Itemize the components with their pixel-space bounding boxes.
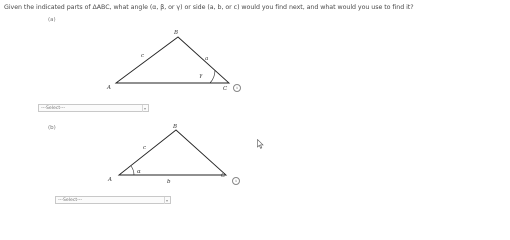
info-icon[interactable]: i	[232, 177, 240, 185]
side-b-label: b	[167, 179, 171, 185]
vertex-a-label: A	[107, 85, 111, 91]
part-a-label: (a)	[48, 17, 56, 23]
angle-gamma-label: γ	[199, 73, 203, 79]
vertex-b-label: B	[173, 124, 178, 130]
triangle-b-diagram	[103, 123, 233, 185]
part-a-select-value: ---Select---	[41, 106, 66, 111]
part-b-select[interactable]	[55, 196, 171, 204]
question-text: Given the indicated parts of ΔABC, what angle (α, β, or γ) or side (a, b, or c) would you find next, and what would you use to find it?	[4, 4, 414, 11]
caret-down-icon: ▾	[165, 198, 168, 203]
vertex-b-label: B	[174, 30, 179, 36]
triangle-a-shape	[116, 37, 229, 83]
triangle-b-shape	[119, 130, 226, 175]
angle-gamma-arc	[210, 70, 215, 83]
vertex-a-label: A	[108, 177, 112, 183]
part-a-select[interactable]	[38, 104, 149, 112]
part-b-label: (b)	[48, 125, 56, 131]
angle-alpha-arc	[131, 166, 134, 175]
vertex-c-label: C	[223, 86, 228, 92]
triangle-a-diagram	[104, 30, 234, 92]
mouse-pointer-icon	[257, 139, 264, 149]
side-c-label: c	[141, 53, 145, 59]
part-b-select-value: ---Select---	[58, 198, 83, 203]
side-c-label: c	[143, 145, 147, 151]
side-a-label: a	[205, 56, 209, 62]
vertex-c-label: C	[221, 173, 226, 179]
angle-alpha-label: α	[137, 169, 141, 175]
info-icon[interactable]: i	[233, 84, 241, 92]
caret-down-icon: ▾	[143, 106, 146, 111]
